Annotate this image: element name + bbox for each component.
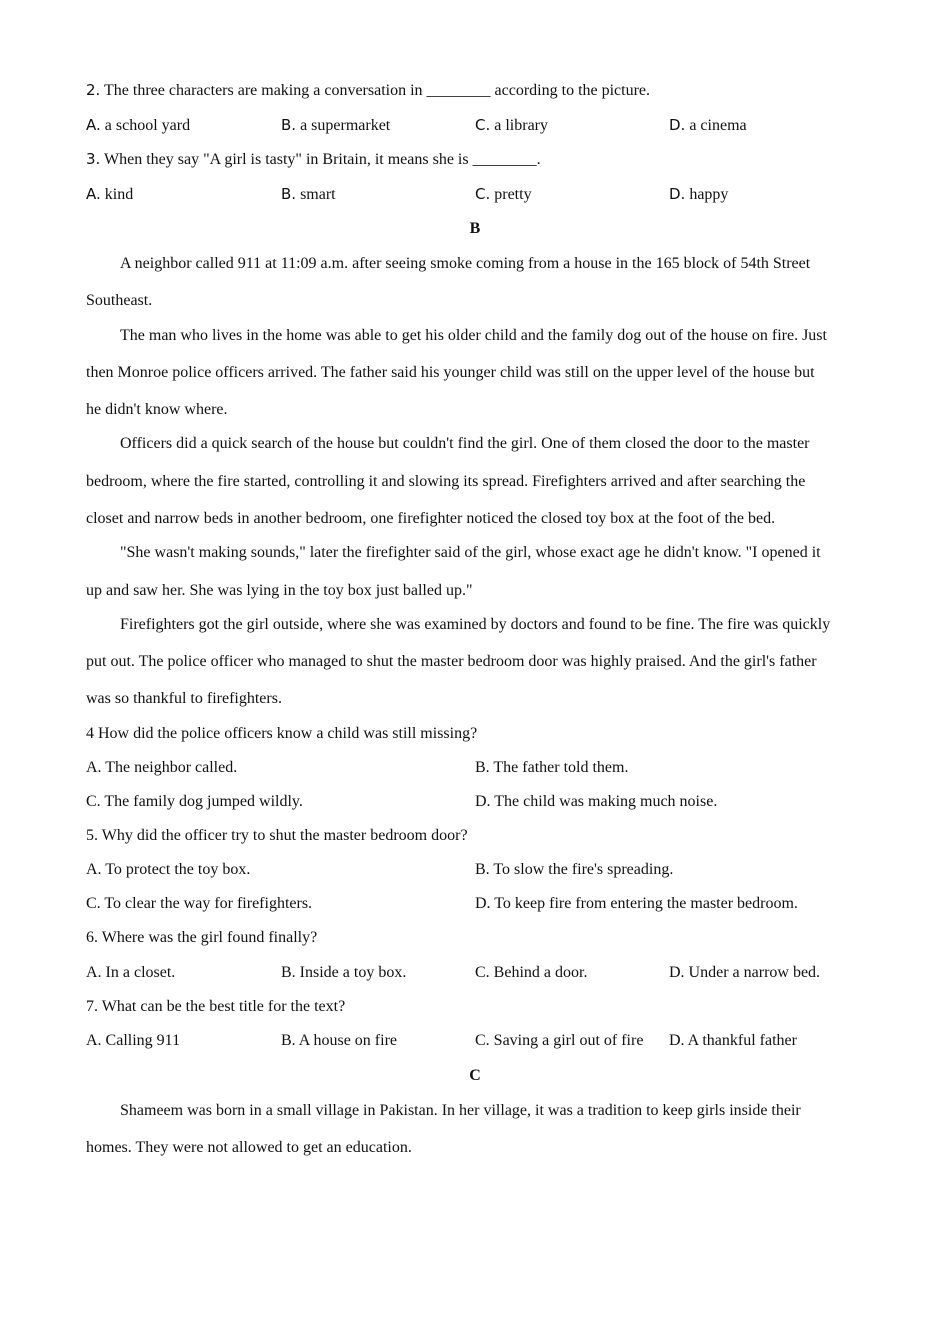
- question-5: 5. Why did the officer try to shut the master bedroom door?: [86, 827, 468, 844]
- option-b: B. smart: [281, 185, 336, 203]
- option-a: A. In a closet.: [86, 964, 176, 981]
- question-7: 7. What can be the best title for the text?: [86, 998, 346, 1015]
- passage-line: homes. They were not allowed to get an education.: [86, 1139, 412, 1156]
- passage-line: The man who lives in the home was able to get his older child and the family dog out of the house on fire. Just: [120, 327, 827, 344]
- passage-line: "She wasn't making sounds," later the firefighter said of the girl, whose exact age he didn't know. "I opened it: [120, 544, 821, 561]
- passage-line: up and saw her. She was lying in the toy box just balled up.": [86, 582, 473, 599]
- question-text: The three characters are making a conversation in ________ according to the picture.: [104, 82, 651, 99]
- option-c: C. The family dog jumped wildly.: [86, 793, 303, 810]
- option-a: A. a school yard: [86, 116, 191, 134]
- option-d: D. happy: [669, 185, 729, 203]
- passage-line: A neighbor called 911 at 11:09 a.m. after seeing smoke coming from a house in the 165 block of 54th Street: [120, 255, 811, 272]
- passage-line: was so thankful to firefighters.: [86, 690, 282, 707]
- passage-line: Officers did a quick search of the house but couldn't find the girl. One of them closed the door to the master: [120, 435, 810, 452]
- question-4: 4 How did the police officers know a child was still missing?: [86, 725, 478, 742]
- passage-line: put out. The police officer who managed to shut the master bedroom door was highly praised. And the girl's father: [86, 653, 817, 670]
- option-c: C. Behind a door.: [475, 964, 588, 981]
- passage-line: then Monroe police officers arrived. The father said his younger child was still on the upper level of the house but: [86, 364, 815, 381]
- passage-line: closet and narrow beds in another bedroom, one firefighter noticed the closed toy box at the foot of the bed.: [86, 510, 776, 527]
- option-a: A. To protect the toy box.: [86, 861, 251, 878]
- section-heading-b: B: [469, 220, 481, 237]
- passage-line: Southeast.: [86, 292, 153, 309]
- passage-line: bedroom, where the fire started, controlling it and slowing its spread. Firefighters arrived and after searching the: [86, 473, 806, 490]
- option-c: C. To clear the way for firefighters.: [86, 895, 313, 912]
- question-3: [86, 148, 541, 171]
- question-text: When they say "A girl is tasty" in Britain, it means she is ________.: [104, 151, 541, 168]
- option-b: B. a supermarket: [281, 116, 391, 134]
- passage-line: Firefighters got the girl outside, where she was examined by doctors and found to be fine. The fire was quickly: [120, 616, 831, 633]
- question-6: 6. Where was the girl found finally?: [86, 929, 318, 946]
- option-c: C. Saving a girl out of fire: [475, 1032, 644, 1049]
- option-b: B. Inside a toy box.: [281, 964, 407, 981]
- option-d: D. A thankful father: [669, 1032, 797, 1049]
- option-b: B. To slow the fire's spreading.: [475, 861, 674, 878]
- passage-line: he didn't know where.: [86, 401, 228, 418]
- question-number: 3.: [86, 150, 101, 168]
- question-2: [86, 79, 650, 102]
- option-b: B. A house on fire: [281, 1032, 397, 1049]
- option-d: D. The child was making much noise.: [475, 793, 718, 810]
- question-number: 2.: [86, 81, 101, 99]
- passage-line: Shameem was born in a small village in Pakistan. In her village, it was a tradition to keep girls inside their: [120, 1102, 801, 1119]
- option-a: A. Calling 911: [86, 1032, 181, 1049]
- option-a: A. The neighbor called.: [86, 759, 238, 776]
- option-c: C. a library: [475, 116, 548, 134]
- section-heading-c: C: [469, 1067, 481, 1084]
- option-b: B. The father told them.: [475, 759, 629, 776]
- option-c: C. pretty: [475, 185, 532, 203]
- option-d: D. a cinema: [669, 116, 747, 134]
- option-d: D. To keep fire from entering the master bedroom.: [475, 895, 798, 912]
- option-d: D. Under a narrow bed.: [669, 964, 821, 981]
- option-a: A. kind: [86, 185, 134, 203]
